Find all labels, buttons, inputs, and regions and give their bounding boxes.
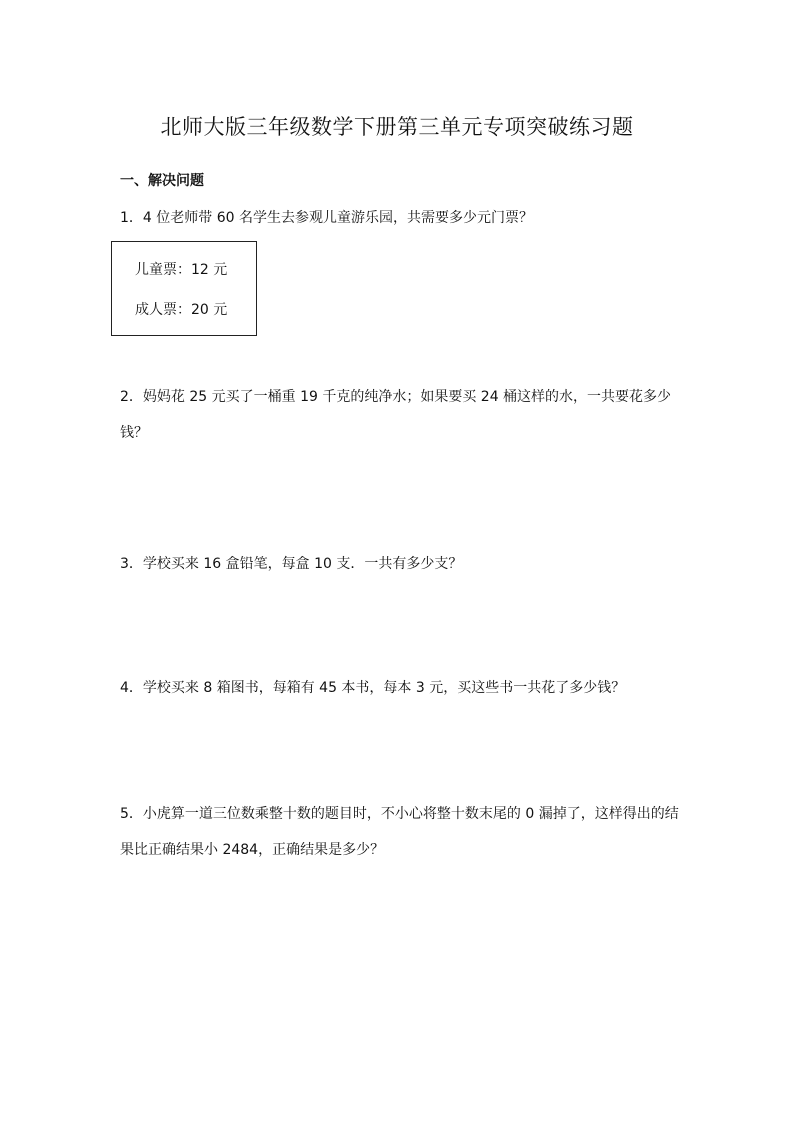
- adult-ticket-price: 成人票：20 元: [135, 302, 228, 318]
- page-title: 北师大版三年级数学下册第三单元专项突破练习题: [160, 115, 634, 139]
- question-4: 4．学校买来 8 箱图书，每箱有 45 本书，每本 3 元，买这些书一共花了多少钱？: [120, 680, 626, 696]
- question-2: 2．妈妈花 25 元买了一桶重 19 千克的纯净水；如果要买 24 桶这样的水，一共要花多少钱？: [120, 389, 672, 441]
- question-1: 1．4 位老师带 60 名学生去参观儿童游乐园，共需要多少元门票？: [120, 210, 533, 226]
- question-5: 5．小虎算一道三位数乘整十数的题目时，不小心将整十数末尾的 0 漏掉了，这样得出的结果比正确结果小 2484，正确结果是多少？: [120, 806, 679, 858]
- section-heading: 一、解决问题: [120, 173, 204, 189]
- child-ticket-price: 儿童票：12 元: [135, 262, 228, 278]
- question-3: 3．学校买来 16 盒铅笔，每盒 10 支．一共有多少支？: [120, 556, 463, 572]
- price-box: [111, 241, 257, 336]
